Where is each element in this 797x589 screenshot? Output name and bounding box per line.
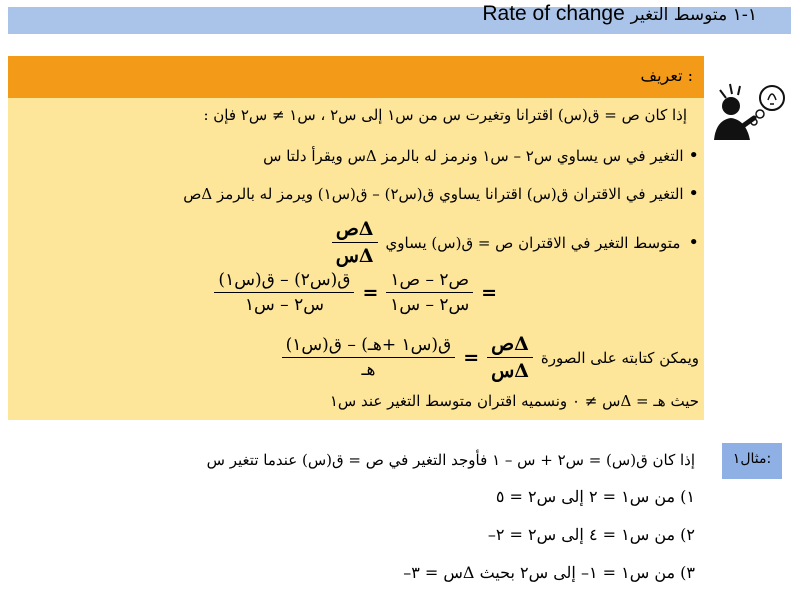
eq1-left-numerator: ص٢ – ص١ — [386, 270, 473, 293]
definition-intro: إذا كان ص = ق(س) اقترانا وتغيرت س من س١ إلى س٢ ، س١ ≠ س٢ فإن : — [203, 106, 687, 124]
bullet-dot: • — [688, 232, 699, 253]
equation-2 — [282, 333, 699, 382]
eq2-right-denominator: هـ — [361, 360, 376, 380]
eq1-right-denominator: س٢ – س١ — [244, 295, 324, 315]
example-badge — [722, 443, 782, 479]
bullet-dot: • — [688, 145, 699, 166]
example-item-2: ٢) من س١ = ٤ إلى س٢ = ٢– — [487, 525, 695, 544]
example-statement: إذا كان ق(س) = س٢ + س – ١ فأوجد التغير في ص = ق(س) عندما تتغير س — [206, 451, 695, 469]
eq1-left-fraction — [386, 270, 473, 315]
section-title — [482, 2, 757, 26]
eq2-left-fraction — [487, 333, 533, 382]
eq2-left-denominator: Δس — [491, 360, 530, 382]
definition-title: تعريف : — [640, 66, 693, 85]
thinking-person-icon — [706, 78, 790, 148]
eq1-left-denominator: س٢ – س١ — [390, 295, 470, 315]
bullet-change-in-x — [263, 145, 699, 166]
definition-footer: حيث هـ = Δس ≠ ٠ ونسميه اقتران متوسط التغير عند س١ — [329, 392, 699, 410]
section-title-en: Rate of change — [482, 2, 625, 25]
eq1-right-fraction — [214, 270, 354, 315]
eq2-left-numerator: Δص — [487, 333, 533, 358]
eq2-right-fraction — [282, 335, 456, 380]
bullet-dot: • — [688, 183, 699, 204]
avg-fraction-numerator: Δص — [332, 218, 378, 243]
eq2-right-numerator: ق(س١ +هـ) – ق(س١) — [282, 335, 456, 358]
eq2-prefix: ويمكن كتابته على الصورة — [540, 348, 699, 367]
definition-header-bar — [8, 56, 704, 98]
example-badge-label: مثال١: — [732, 451, 772, 467]
section-title-ar: ١-١ متوسط التغير — [630, 5, 757, 25]
bullet-text: التغير في س يساوي س٢ – س١ ونرمز له بالرمز Δس ويقرأ دلتا س — [263, 147, 684, 165]
equals-sign: = — [463, 346, 480, 369]
example-item-1: ١) من س١ = ٢ إلى س٢ = ٥ — [495, 487, 695, 506]
equals-sign: = — [362, 281, 379, 304]
bullet-change-in-function — [183, 183, 699, 204]
equals-sign: = — [481, 281, 497, 304]
equation-1 — [214, 270, 497, 315]
bullet-average-change — [332, 218, 699, 267]
bullet-text: التغير في الاقتران ق(س) اقترانا يساوي ق(س٢) – ق(س١) ويرمز له بالرمز Δص — [183, 185, 684, 203]
avg-fraction — [332, 218, 378, 267]
avg-fraction-denominator: Δس — [335, 245, 374, 267]
bullet-text: متوسط التغير في الاقتران ص = ق(س) يساوي — [385, 233, 681, 252]
eq1-right-numerator: ق(س٢) – ق(س١) — [214, 270, 354, 293]
example-item-3: ٣) من س١ = ١– إلى س٢ بحيث Δس = ٣– — [403, 563, 695, 582]
